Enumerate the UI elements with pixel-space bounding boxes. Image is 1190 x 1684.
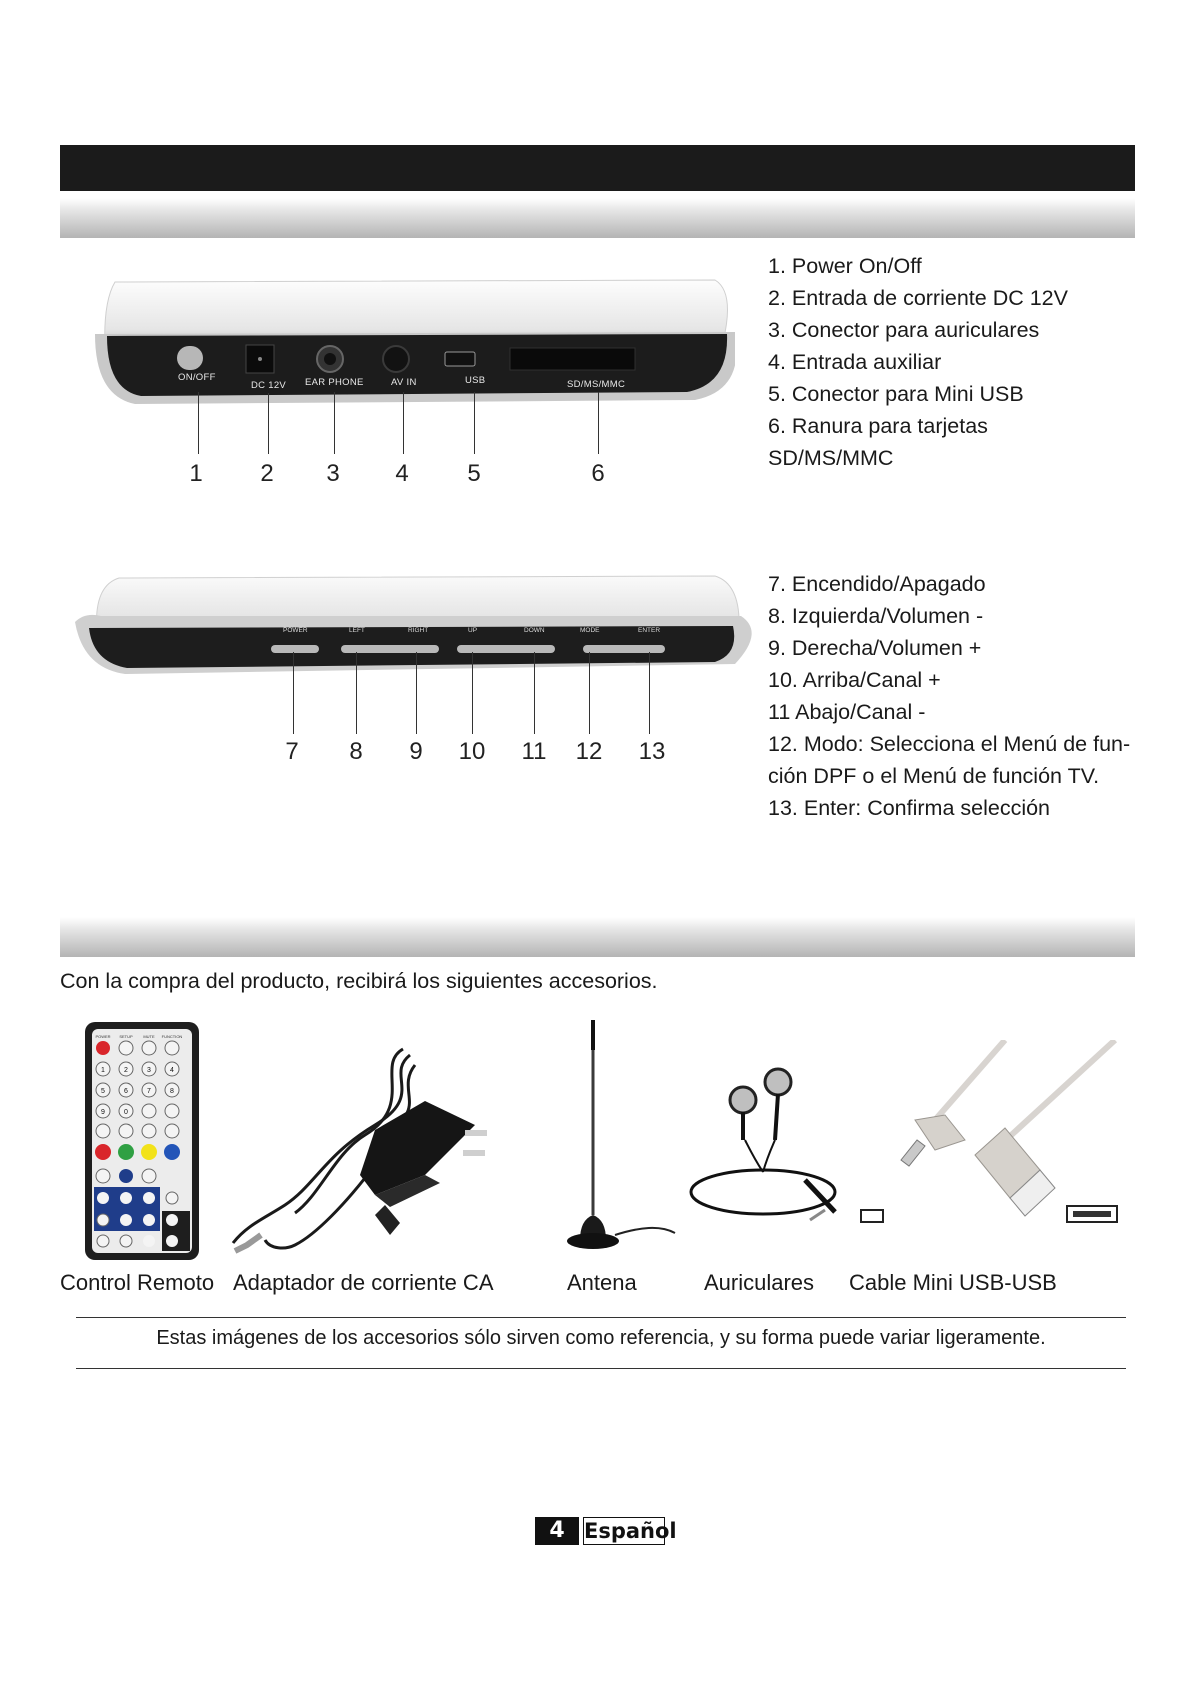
side-description: 3. Conector para auriculares	[768, 318, 1040, 342]
top-description: 13. Enter: Confirma selección	[768, 796, 1051, 820]
top-label-power: POWER	[283, 627, 308, 634]
top-label-down: DOWN	[524, 627, 545, 634]
top-description: 11 Abajo/Canal -	[768, 700, 926, 724]
accessory-label: Antena	[567, 1270, 637, 1295]
top-description: 9. Derecha/Volumen +	[768, 636, 982, 660]
remote-red-button-icon	[95, 1144, 111, 1160]
remote-digit: 7	[147, 1088, 151, 1095]
remote-digit: 8	[170, 1088, 174, 1095]
remote-power-button-icon	[96, 1041, 110, 1055]
leader-line	[416, 652, 417, 734]
callout-number-7: 7	[285, 738, 299, 765]
top-label-right: RIGHT	[408, 627, 429, 634]
side-description: 1. Power On/Off	[768, 254, 922, 278]
power-key-icon	[271, 645, 319, 653]
leader-line	[198, 392, 199, 454]
leader-line	[334, 392, 335, 454]
av-in-jack-icon	[383, 346, 409, 372]
earbud-icon	[730, 1087, 756, 1113]
mini-usb-port-icon	[445, 352, 475, 366]
top-panel-description-list	[768, 568, 1130, 824]
accessory-label: Auriculares	[704, 1270, 815, 1295]
callout-number-4: 4	[395, 460, 409, 487]
top-label-left: LEFT	[349, 627, 365, 634]
callout-number-8: 8	[349, 738, 363, 765]
leader-line	[534, 652, 535, 734]
top-label-up: UP	[468, 627, 478, 634]
side-description: 4. Entrada auxiliar	[768, 350, 942, 374]
earphones-image	[685, 1060, 845, 1230]
device-top-panel-image	[75, 572, 755, 680]
remote-digit: 1	[101, 1067, 105, 1074]
side-label-av-in: AV IN	[391, 377, 417, 388]
divider-line	[76, 1317, 1126, 1318]
side-label-dc12v: DC 12V	[251, 380, 287, 391]
leader-line	[598, 392, 599, 454]
accessories-intro: Con la compra del producto, recibirá los siguientes accesorios.	[60, 969, 658, 993]
top-label-enter: ENTER	[638, 627, 661, 634]
antenna-base-icon	[567, 1233, 619, 1249]
callout-number-13: 13	[638, 738, 666, 765]
remote-green-button-icon	[118, 1144, 134, 1160]
side-label-card-slot: SD/MS/MMC	[567, 379, 626, 390]
leader-line	[649, 652, 650, 734]
callout-number-3: 3	[326, 460, 340, 487]
callout-number-5: 5	[467, 460, 481, 487]
language-label: Español	[584, 1519, 677, 1543]
accessories-note: Estas imágenes de los accesorios sólo sirven como referencia, y su forma puede variar ligeramente.	[156, 1327, 1046, 1349]
leader-line	[403, 392, 404, 454]
remote-digit: 5	[101, 1088, 105, 1095]
remote-digit: 3	[147, 1067, 151, 1074]
accessory-label: Adaptador de corriente CA	[233, 1270, 494, 1295]
ac-adapter-image	[225, 1035, 515, 1260]
leader-line	[268, 393, 269, 454]
top-description: 12. Modo: Selecciona el Menú de fun-	[768, 732, 1131, 756]
remote-header-label: FUNCTION	[161, 1034, 183, 1039]
leader-line	[356, 652, 357, 734]
leader-line	[293, 652, 294, 734]
remote-digit: 9	[101, 1109, 105, 1116]
callout-number-10: 10	[458, 738, 486, 765]
callout-number-2: 2	[260, 460, 274, 487]
earbud-icon	[765, 1069, 791, 1095]
remote-yellow-button-icon	[141, 1144, 157, 1160]
accessory-label: Control Remoto	[60, 1270, 215, 1295]
accessories-header-bar	[60, 917, 1135, 957]
leader-line	[474, 392, 475, 454]
remote-digit: 4	[170, 1067, 174, 1074]
side-label-on-off: ON/OFF	[178, 372, 216, 383]
remote-header-label: MUTE	[143, 1034, 155, 1039]
device-side-panel-image	[95, 272, 735, 432]
mode-enter-key-icon	[583, 645, 665, 653]
top-description: ción DPF o el Menú de función TV.	[768, 764, 1100, 788]
side-label-usb: USB	[465, 375, 486, 386]
callout-number-12: 12	[575, 738, 603, 765]
callout-number-11: 11	[521, 738, 547, 765]
usb-cable-image	[855, 1040, 1125, 1240]
side-description: 2. Entrada de corriente DC 12V	[768, 286, 1068, 310]
card-slot-icon	[510, 348, 635, 370]
side-panel-description-list	[768, 250, 1068, 474]
side-description: 6. Ranura para tarjetas	[768, 414, 988, 438]
remote-control-image	[84, 1021, 200, 1261]
side-description: SD/MS/MMC	[768, 446, 894, 470]
top-description: 7. Encendido/Apagado	[768, 572, 986, 596]
mini-usb-connector-icon	[861, 1210, 883, 1222]
power-switch-icon	[177, 346, 203, 370]
remote-digit: 0	[124, 1109, 128, 1116]
leader-line	[472, 652, 473, 734]
accessory-label: Cable Mini USB-USB	[849, 1270, 1057, 1295]
remote-header-label: POWER	[95, 1034, 111, 1039]
callout-number-6: 6	[591, 460, 605, 487]
top-description: 10. Arriba/Canal +	[768, 668, 941, 692]
remote-header-label: SETUP	[119, 1034, 133, 1039]
top-description: 8. Izquierda/Volumen -	[768, 604, 984, 628]
remote-digit: 6	[124, 1088, 128, 1095]
remote-blue-button-icon	[164, 1144, 180, 1160]
side-description: 5. Conector para Mini USB	[768, 382, 1024, 406]
callout-number-1: 1	[189, 460, 203, 487]
page-number: 4	[535, 1517, 579, 1545]
antenna-image	[560, 1015, 680, 1265]
section-header-bar	[60, 145, 1135, 191]
callout-number-9: 9	[409, 738, 423, 765]
divider-line	[76, 1368, 1126, 1369]
leader-line	[589, 652, 590, 734]
top-label-mode: MODE	[580, 627, 600, 634]
side-label-earphone: EAR PHONE	[305, 377, 364, 388]
remote-digit: 2	[124, 1067, 128, 1074]
section-subheader-bar	[60, 198, 1135, 238]
